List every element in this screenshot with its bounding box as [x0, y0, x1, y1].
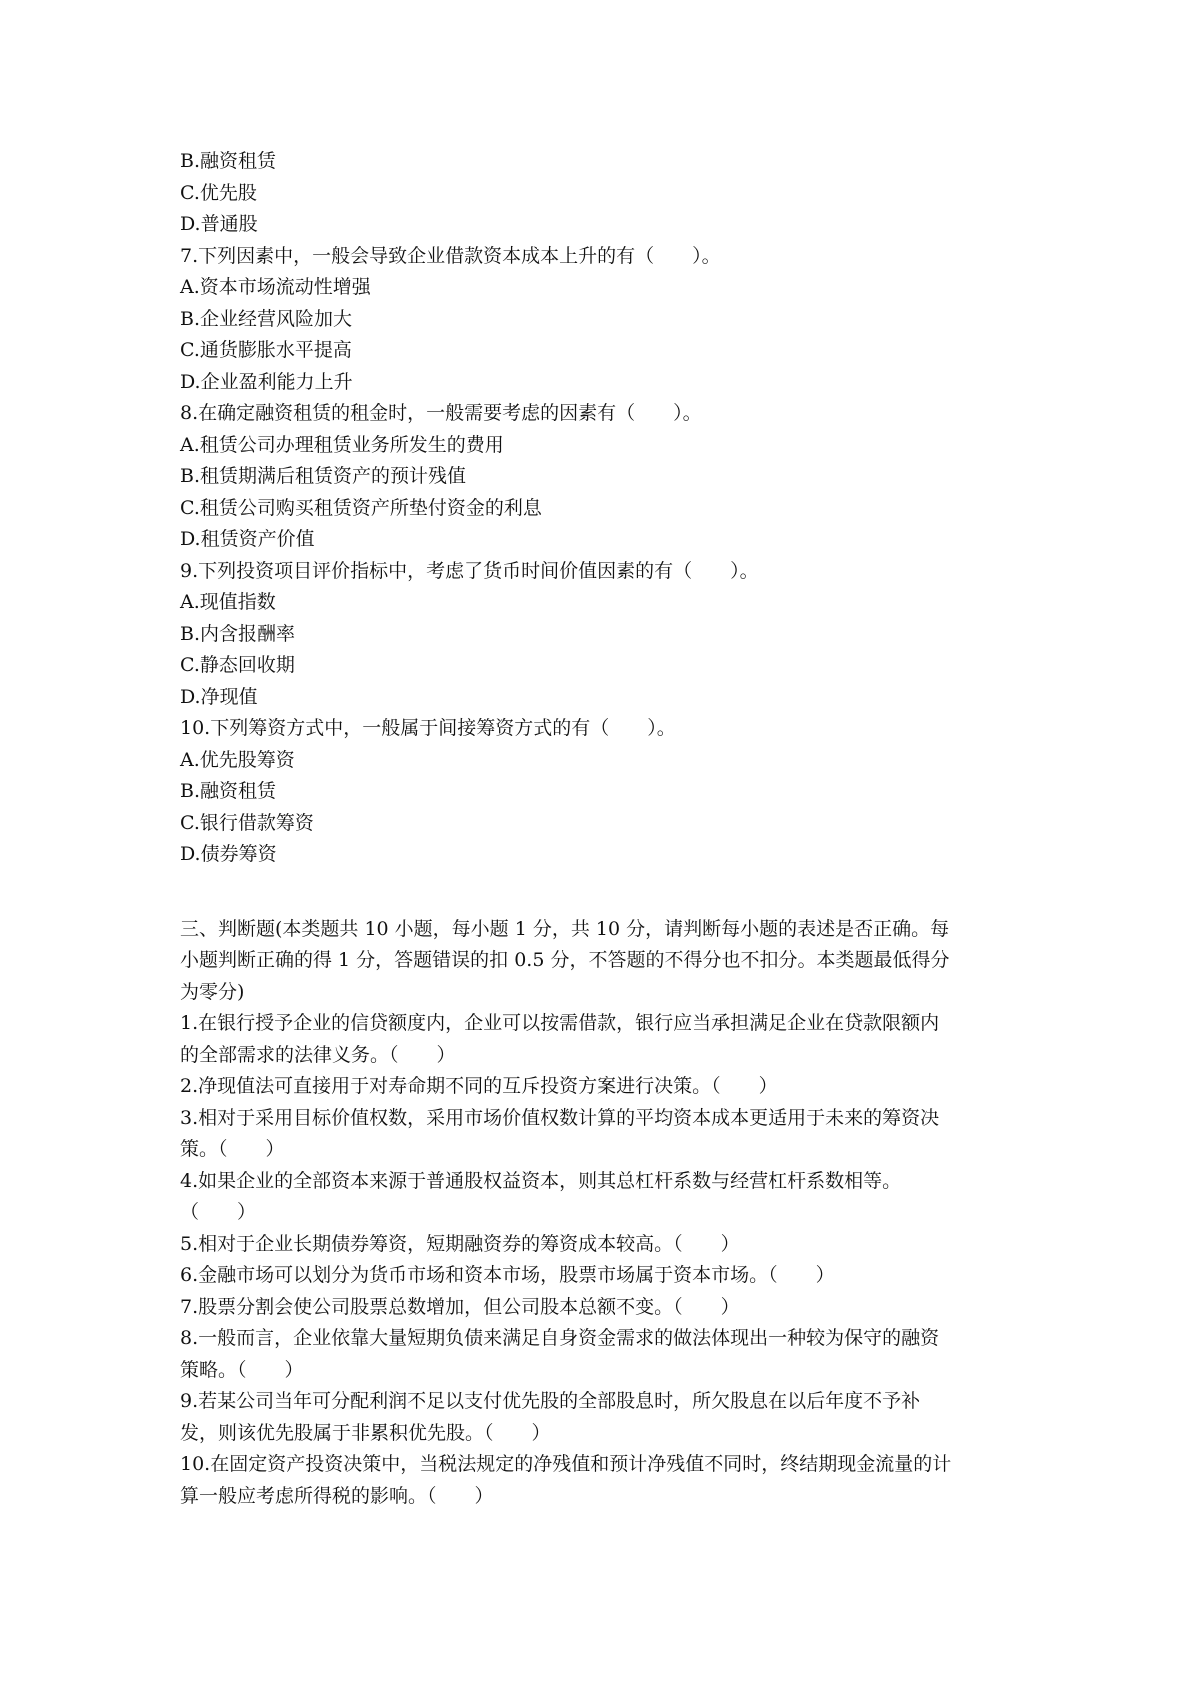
tf-question-2 [180, 1071, 1026, 1103]
heading-line: 为零分) [180, 980, 245, 1003]
question-line: 3.相对于采用目标价值权数，采用市场价值权数计算的平均资本成本更适用于未来的筹资决 [180, 1106, 940, 1129]
option-line: C.优先股 [180, 181, 257, 204]
heading-line: 小题判断正确的得 1 分，答题错误的扣 0.5 分，不答题的不得分也不扣分。本类题最低得分 [180, 949, 950, 971]
option-line: D.净现值 [180, 685, 258, 708]
mc-question-9 [180, 556, 1026, 714]
tf-question-9 [180, 1386, 1026, 1449]
tf-question-5 [180, 1229, 1026, 1261]
question-line: 6.金融市场可以划分为货币市场和资本市场，股票市场属于资本市场。（ ） [180, 1264, 835, 1286]
section-spacer [180, 871, 1026, 914]
option-line: B.企业经营风险加大 [180, 307, 353, 330]
option-line: C.静态回收期 [180, 654, 295, 676]
option-line: B.融资租赁 [180, 150, 277, 172]
tf-question-7 [180, 1292, 1026, 1324]
option-line: B.融资租赁 [180, 780, 277, 802]
question-stem: 9.下列投资项目评价指标中，考虑了货币时间价值因素的有（ ）。 [180, 559, 759, 582]
question-stem: 8.在确定融资租赁的租金时，一般需要考虑的因素有（ ）。 [180, 402, 702, 424]
question-line: 发，则该优先股属于非累积优先股。（ ） [180, 1421, 551, 1444]
document-page [180, 146, 1026, 1512]
question-line: 9.若某公司当年可分配利润不足以支付优先股的全部股息时，所欠股息在以后年度不予补 [180, 1390, 921, 1412]
question-line: 5.相对于企业长期债券筹资，短期融资券的筹资成本较高。（ ） [180, 1232, 740, 1255]
option-line: B.租赁期满后租赁资产的预计残值 [180, 465, 467, 487]
question-line: 8.一般而言，企业依靠大量短期负债来满足自身资金需求的做法体现出一种较为保守的融资 [180, 1327, 940, 1349]
tf-question-8 [180, 1323, 1026, 1386]
option-line: D.租赁资产价值 [180, 528, 315, 550]
option-line: C.通货膨胀水平提高 [180, 339, 352, 361]
section-heading [180, 914, 1026, 1009]
tf-question-6 [180, 1260, 1026, 1292]
option-line: A.优先股筹资 [180, 748, 295, 771]
tf-question-3 [180, 1103, 1026, 1166]
question-line: 10.在固定资产投资决策中，当税法规定的净残值和预计净残值不同时，终结期现金流量的计 [180, 1453, 952, 1475]
tf-question-1 [180, 1008, 1026, 1071]
question-line: 4.如果企业的全部资本来源于普通股权益资本，则其总杠杆系数与经营杠杆系数相等。 [180, 1169, 902, 1192]
heading-line: 三、判断题(本类题共 10 小题，每小题 1 分，共 10 分，请判断每小题的表述是否正确。每 [180, 917, 950, 940]
tf-question-4 [180, 1166, 1026, 1229]
question-line: 策。（ ） [180, 1138, 285, 1160]
option-line: A.现值指数 [180, 591, 276, 613]
option-line: D.企业盈利能力上升 [180, 370, 353, 393]
option-line: A.资本市场流动性增强 [180, 276, 371, 298]
question-line: 2.净现值法可直接用于对寿命期不同的互斥投资方案进行决策。（ ） [180, 1075, 778, 1097]
option-line: B.内含报酬率 [180, 622, 296, 645]
option-line: D.普通股 [180, 213, 258, 235]
question-stem: 7.下列因素中，一般会导致企业借款资本成本上升的有（ ）。 [180, 244, 721, 267]
mc-question-7 [180, 241, 1026, 399]
question-line: （ ） [180, 1201, 257, 1223]
mc-question-10 [180, 713, 1026, 871]
mc-question-6-tail [180, 146, 1026, 241]
option-line: C.银行借款筹资 [180, 811, 314, 834]
question-line: 的全部需求的法律义务。（ ） [180, 1043, 456, 1066]
question-line: 策略。（ ） [180, 1358, 304, 1381]
question-line: 7.股票分割会使公司股票总数增加，但公司股本总额不变。（ ） [180, 1295, 740, 1318]
option-line: D.债券筹资 [180, 843, 277, 865]
option-line: C.租赁公司购买租赁资产所垫付资金的利息 [180, 496, 542, 519]
option-line: A.租赁公司办理租赁业务所发生的费用 [180, 433, 504, 456]
mc-question-8 [180, 398, 1026, 556]
question-stem: 10.下列筹资方式中，一般属于间接筹资方式的有（ ）。 [180, 717, 676, 739]
tf-question-10 [180, 1449, 1026, 1512]
question-line: 1.在银行授予企业的信贷额度内，企业可以按需借款，银行应当承担满足企业在贷款限额内 [180, 1012, 940, 1034]
question-line: 算一般应考虑所得税的影响。（ ） [180, 1484, 494, 1507]
